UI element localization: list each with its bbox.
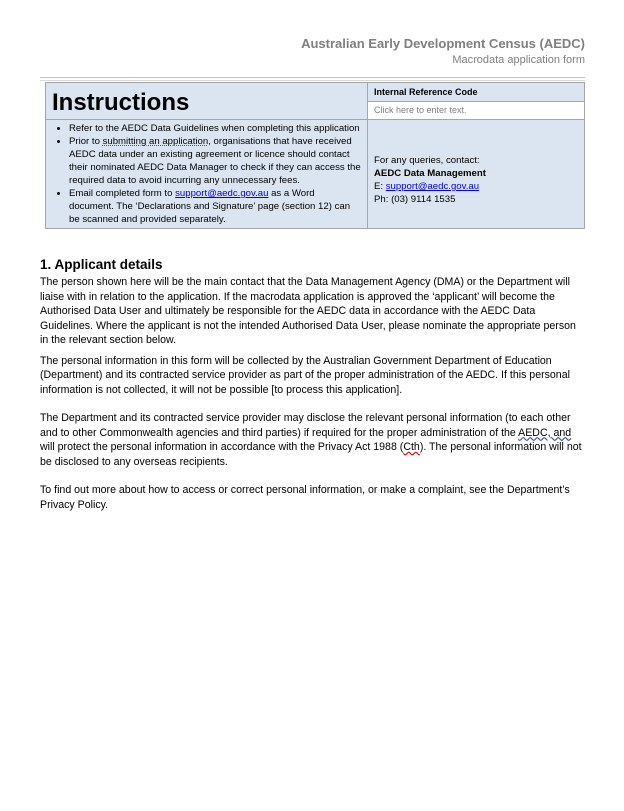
instructions-heading: Instructions xyxy=(52,89,190,116)
contact-email-link[interactable]: support@aedc.gov.au xyxy=(385,181,480,192)
instructions-table xyxy=(45,82,585,229)
list-item: • Prior to submitting an application, organisations that have received AEDC data under an existing agreement or licence should contact their nominated AEDC Data Manager to check if they can access the required data to avoid incurring any unnecessary fees. xyxy=(69,135,361,187)
list-item: • Email completed form to support@aedc.gov.au as a Word document. The ‘Declarations and Signature’ page (section 12) can be scanned and provided separately. xyxy=(69,187,361,226)
contact-cell xyxy=(368,120,585,229)
contact-intro: For any queries, contact: xyxy=(374,155,480,166)
instructions-heading-cell xyxy=(46,83,368,120)
section-heading: 1. Applicant details xyxy=(40,257,163,272)
reference-code-input[interactable]: Click here to enter text. xyxy=(368,101,584,119)
contact-phone: Ph: (03) 9114 1535 xyxy=(374,194,456,205)
paragraph: The Department and its contracted service provider may disclose the relevant personal information (to each other and to other Commonwealth agencies and third parties) if required for the proper administration of the AEDC, and will protect the personal information in accordance with the Privacy Act 1988 (Cth). The personal information will not be disclosed to any overseas recipients. xyxy=(40,412,582,468)
grammar-flag: AEDC, and xyxy=(518,426,572,439)
reference-code-label: Internal Reference Code xyxy=(374,87,478,97)
contact-block xyxy=(368,120,584,212)
contact-org: AEDC Data Management xyxy=(374,168,486,179)
document-header xyxy=(301,36,585,67)
contact-email-line: E: support@aedc.gov.au xyxy=(374,181,480,192)
document-title: Australian Early Development Census (AEDC) xyxy=(301,36,585,51)
support-email-link[interactable]: support@aedc.gov.au xyxy=(175,188,269,199)
paragraph: To find out more about how to access or correct personal information, or make a complaint, see the Department’s Privacy Policy. xyxy=(40,484,570,511)
header-divider-secondary xyxy=(40,80,585,81)
instructions-list-cell xyxy=(46,120,368,229)
paragraph: The person shown here will be the main contact that the Data Management Agency (DMA) or the Department will liaise with in relation to the application. If the macrodata application is approved the ‘applicant’ will become the Authorised Data User and ultimately be responsible for the AEDC data in accordance with the AEDC Data Guidelines. Where the applicant is not the intended Authorised Data User, please nominate the appropriate person in the relevant section below. xyxy=(40,276,576,346)
header-divider xyxy=(40,77,585,78)
list-item: • Refer to the AEDC Data Guidelines when completing this application xyxy=(69,122,361,135)
spellcheck-flag: submitting an application xyxy=(102,136,209,147)
document-subtitle: Macrodata application form xyxy=(452,54,585,66)
paragraph: The personal information in this form will be collected by the Australian Government Department of Education (Department) and its contracted service provider as part of the proper administration of the AEDC. If this personal information is not collected, it will not be possible [to process this application]. xyxy=(40,354,570,396)
instructions-list xyxy=(46,120,367,228)
applicant-details-section xyxy=(40,256,586,512)
spellcheck-flag: Cth xyxy=(403,441,420,453)
reference-code-cell xyxy=(368,83,585,120)
